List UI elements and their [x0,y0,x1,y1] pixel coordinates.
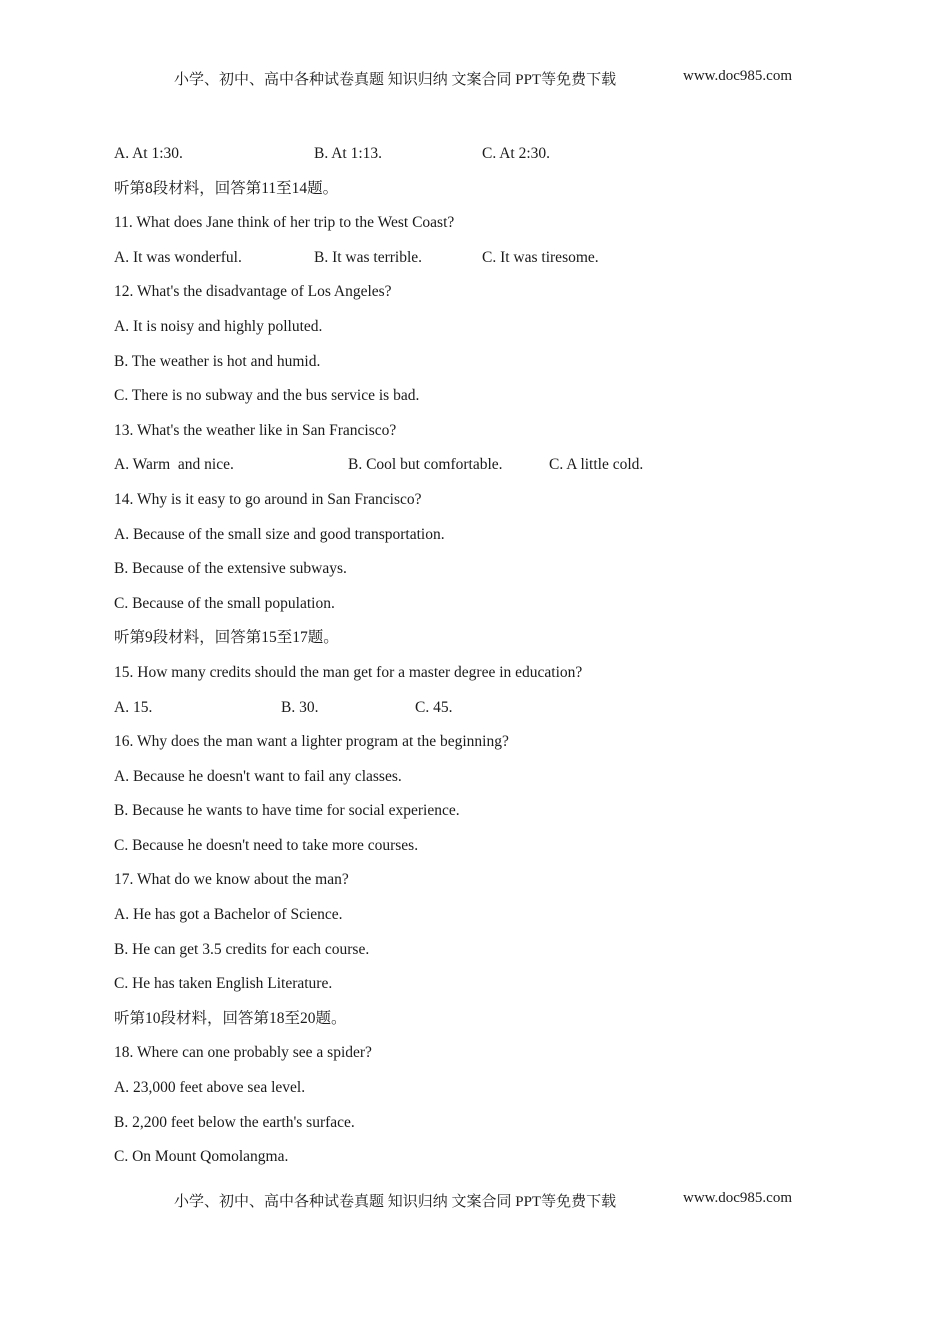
q10-option-a: A. At 1:30. [114,145,183,162]
q10-option-c: C. At 2:30. [482,145,551,162]
q17-option-c: C. He has taken English Literature. [114,975,333,993]
q18-text: 18. Where can one probably see a spider? [114,1044,372,1062]
header-url[interactable]: www.doc985.com [683,68,793,84]
q16-option-b: B. Because he wants to have time for social experience. [114,802,460,820]
q12-option-c: C. There is no subway and the bus service is bad. [114,387,420,405]
q13-option-c: C. A little cold. [549,456,644,474]
q13-options-row [114,455,874,490]
q14-option-a: A. Because of the small size and good transportation. [114,525,445,543]
q14-option-c: C. Because of the small population. [114,594,335,612]
q14-text: 14. Why is it easy to go around in San Francisco? [114,490,422,508]
q13-text: 13. What's the weather like in San Francisco? [114,421,397,439]
section-10-instruction: 听第10段材料，回答第18至20题。 [114,1009,347,1027]
q16-option-c: C. Because he doesn't need to take more courses. [114,836,419,854]
q11-text: 11. What does Jane think of her trip to the West Coast? [114,214,455,232]
q16-text: 16. Why does the man want a lighter program at the beginning? [114,733,509,751]
section-9-instruction: 听第9段材料，回答第15至17题。 [114,629,339,647]
q17-option-b: B. He can get 3.5 credits for each course. [114,940,370,958]
footer-url[interactable]: www.doc985.com [683,1190,793,1206]
q11-options-row [114,248,874,283]
exam-content [114,144,874,1182]
q12-text: 12. What's the disadvantage of Los Angeles? [114,283,392,301]
q15-option-a: A. 15. [114,698,153,716]
q12-option-a: A. It is noisy and highly polluted. [114,317,323,335]
q18-option-b: B. 2,200 feet below the earth's surface. [114,1113,355,1131]
q15-options-row [114,698,874,733]
q18-option-c: C. On Mount Qomolangma. [114,1148,289,1166]
footer-text: 小学、初中、高中各种试卷真题 知识归纳 文案合同 PPT等免费下载 [174,1194,617,1210]
q11-option-a: A. It was wonderful. [114,248,242,266]
q15-option-c: C. 45. [415,698,453,716]
q14-option-b: B. Because of the extensive subways. [114,560,347,578]
q18-option-a: A. 23,000 feet above sea level. [114,1079,306,1097]
q17-text: 17. What do we know about the man? [114,871,349,889]
q12-option-b: B. The weather is hot and humid. [114,352,321,370]
section-8-instruction: 听第8段材料，回答第11至14题。 [114,179,339,197]
q10-options-row [114,144,874,179]
q11-option-b: B. It was terrible. [314,248,423,266]
q15-option-b: B. 30. [281,698,319,716]
header-text: 小学、初中、高中各种试卷真题 知识归纳 文案合同 PPT等免费下载 [174,72,617,88]
q13-option-b: B. Cool but comfortable. [348,456,503,474]
q10-option-b: B. At 1:13. [314,145,383,162]
q16-option-a: A. Because he doesn't want to fail any classes. [114,767,402,785]
q17-option-a: A. He has got a Bachelor of Science. [114,906,343,924]
q11-option-c: C. It was tiresome. [482,248,599,266]
q15-text: 15. How many credits should the man get for a master degree in education? [114,663,583,681]
q13-option-a: A. Warm and nice. [114,456,234,474]
